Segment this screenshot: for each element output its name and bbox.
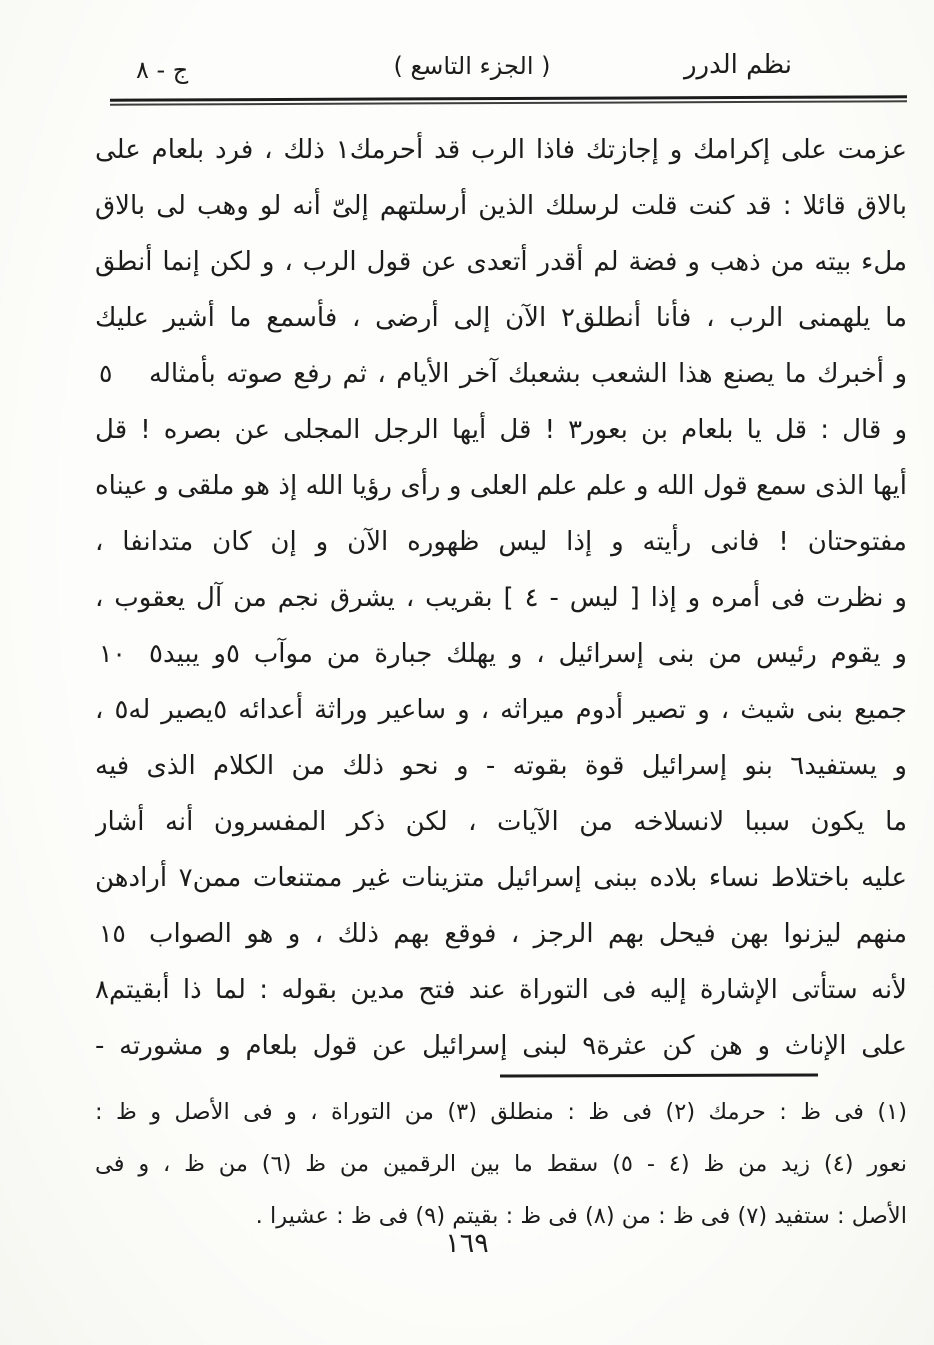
text-line-content: و أخبرك ما يصنع هذا الشعب بشعبك آخر الأيام ، ثم رفع صوته بأمثاله	[149, 359, 907, 389]
text-line: لأنه ستأتى الإشارة إليه فى التوراة عند فتح مدين بقوله : لما ذا أبقيتم٨	[95, 975, 907, 1005]
text-line-content: منهم ليزنوا بهن فيحل بهم الرجز ، فوقع بهم ذلك ، و هو الصواب	[149, 919, 907, 949]
text-line: بالاق قائلا : قد كنت قلت لرسلك الذين أرسلتهم إلىّ أنه لو وهب لى بالاق	[95, 191, 907, 221]
main-text	[95, 122, 907, 1074]
text-line: و نظرت فى أمره و إذا [ ليس - ٤ ] بقريب ، يشرق نجم من آل يعقوب ،	[95, 583, 907, 613]
page-number: ١٦٩	[445, 1228, 489, 1259]
text-line: ملء بيته من ذهب و فضة لم أقدر أتعدى عن قول الرب ، و لكن إنما أنطق	[95, 247, 907, 277]
text-line	[95, 906, 907, 962]
part-title: ( الجزء التاسع )	[393, 52, 551, 80]
text-line: على الإناث و هن كن عثرة٩ لبنى إسرائيل عن قول بلعام و مشورته -	[95, 1031, 907, 1061]
margin-line-number: ١٥	[99, 919, 126, 948]
footnote-line: الأصل : ستفيد (٧) فى ظ : من (٨) فى ظ : بقيتم (٩) فى ظ : عشيرا .	[255, 1203, 907, 1229]
footnote-separator	[500, 1073, 818, 1077]
text-line: عزمت على إكرامك و إجازتك فاذا الرب قد أحرمك١ ذلك ، فرد بلعام على	[95, 135, 907, 165]
text-line: ما يلهمنى الرب ، فأنا أنطلق٢ الآن إلى أرضى ، فأسمع ما أشير عليك	[95, 303, 907, 333]
header-rule	[110, 95, 907, 105]
volume-label: ج - ٨	[136, 56, 189, 84]
margin-line-number: ٥	[99, 359, 113, 388]
text-line	[95, 626, 907, 682]
text-line: عليه باختلاط نساء بلاده ببنى إسرائيل متزينات غير ممتنعات ممن٧ أرادهن	[95, 863, 907, 893]
text-line: و يستفيد٦ بنو إسرائيل قوة بقوته - و نحو ذلك من الكلام الذى فيه	[95, 751, 907, 781]
text-line	[95, 346, 907, 402]
book-title: نظم الدرر	[683, 50, 792, 80]
text-line: ما يكون سببا لانسلاخه من الآيات ، لكن ذكر المفسرون أنه أشار	[95, 807, 907, 837]
footnote-line: (١) فى ظ : حرمك (٢) فى ظ : منطلق (٣) من التوراة ، و فى الأصل و ظ :	[95, 1099, 907, 1125]
footnote-line: نعور (٤) زيد من ظ (٤ - ٥) سقط ما بين الرقمين من ظ (٦) من ظ ، و فى	[95, 1151, 907, 1177]
margin-line-number: ١٠	[99, 639, 126, 668]
text-line: و قال : قل يا بلعام بن بعور٣ ! قل أيها الرجل المجلى عن بصره ! قل	[95, 415, 907, 445]
footnotes	[95, 1086, 907, 1242]
text-line: جميع بنى شيث ، و تصير أدوم ميراثه ، و ساعير وراثة أعدائه ٥يصير له٥ ،	[95, 695, 907, 725]
text-line-content: و يقوم رئيس من بنى إسرائيل ، و يهلك جبارة من موآب ٥و يبيد٥	[149, 639, 907, 669]
text-line: أيها الذى سمع قول الله و علم علم العلى و رأى رؤيا الله إذ هو ملقى و عيناه	[95, 471, 907, 501]
text-line: مفتوحتان ! فانى رأيته و إذا ليس ظهوره الآن و إن كان متدانفا ،	[95, 527, 907, 557]
